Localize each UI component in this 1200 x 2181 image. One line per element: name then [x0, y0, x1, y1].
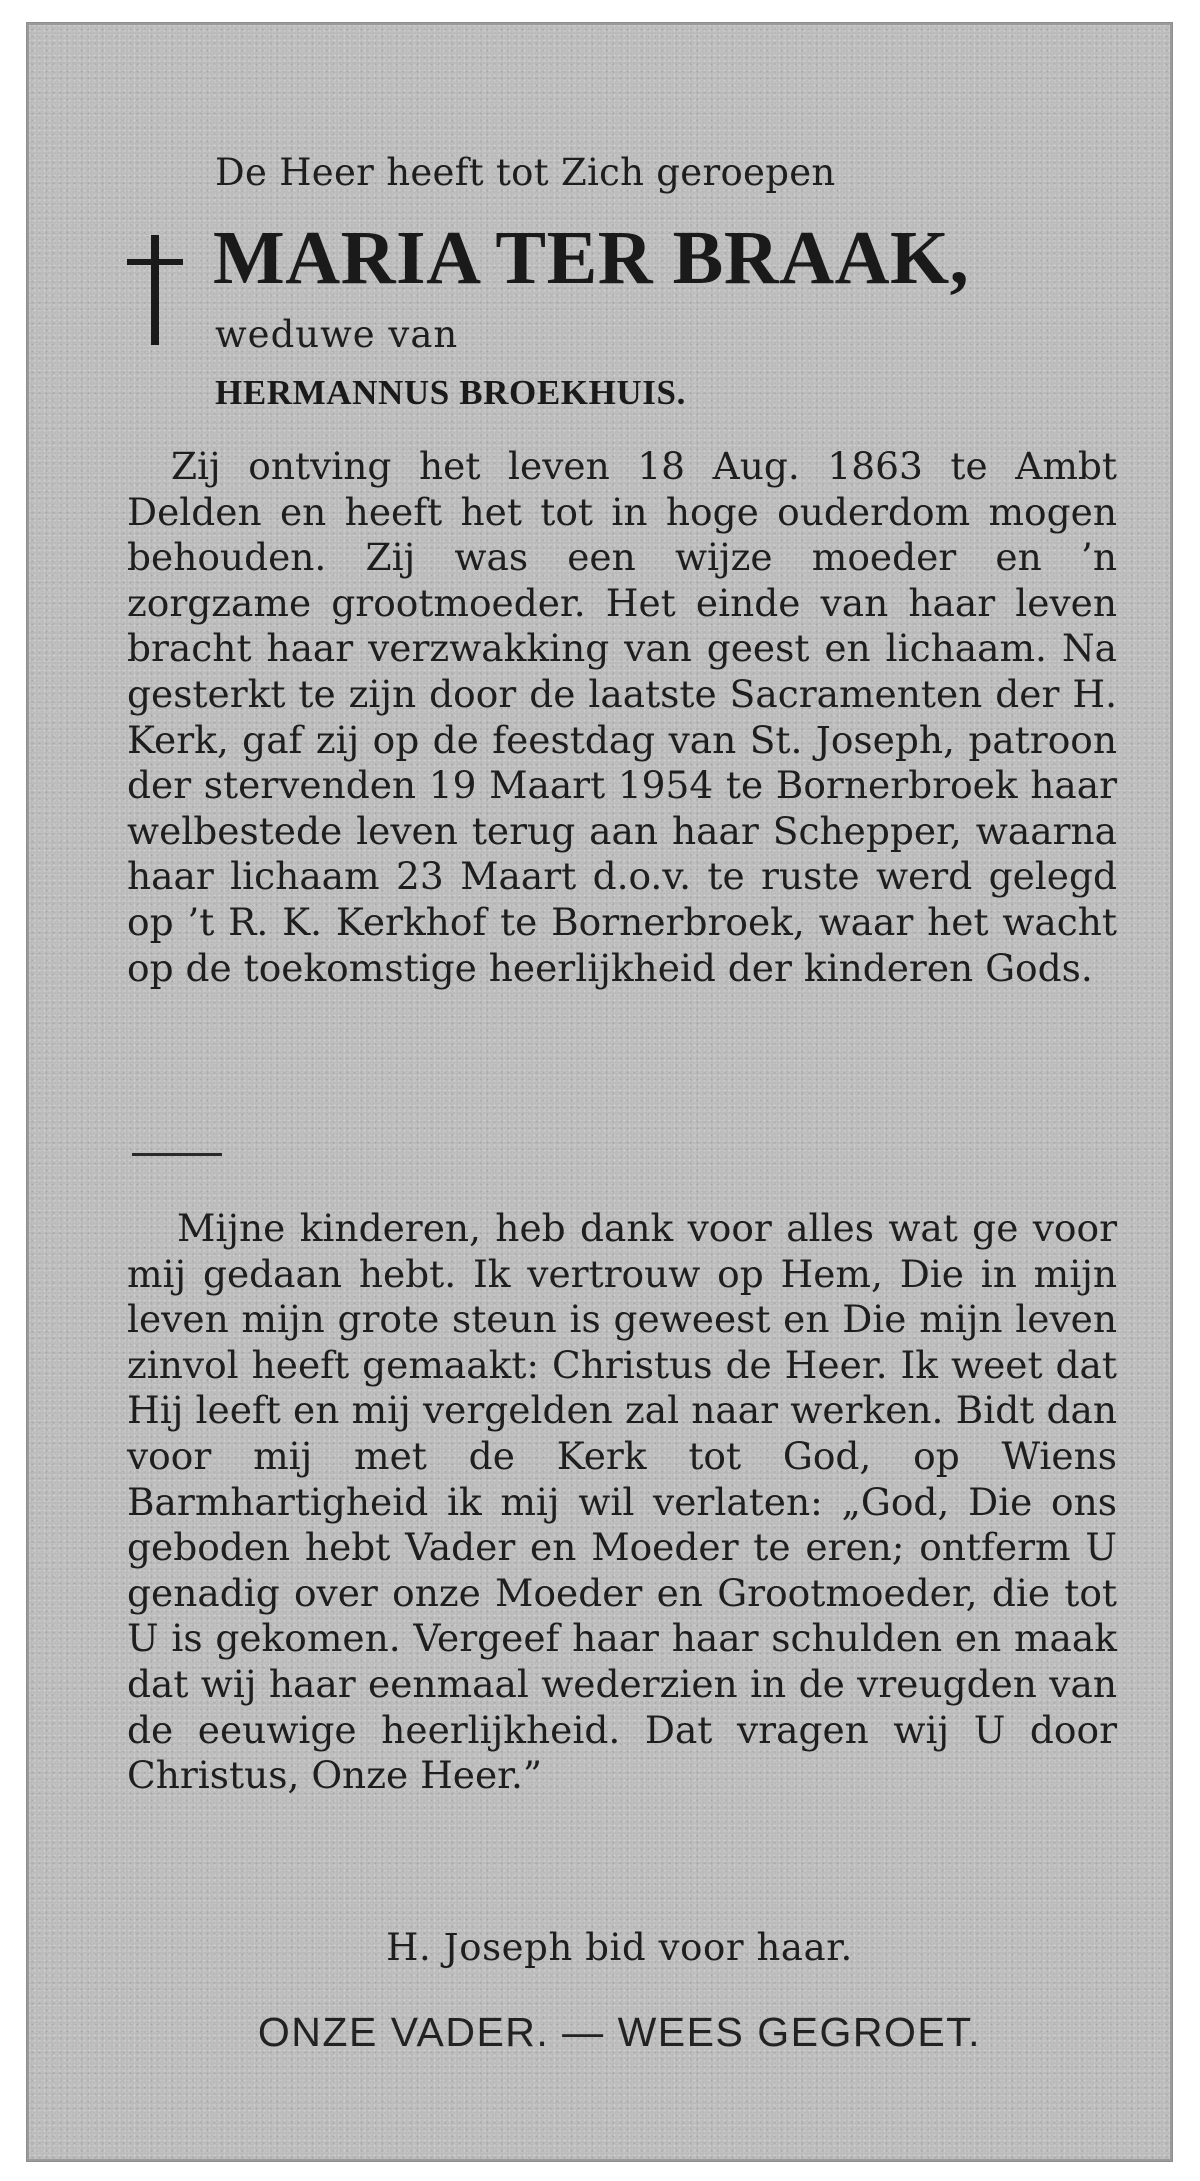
biography-paragraph: Zij ontving het leven 18 Aug. 1863 te Ambt Delden en heeft het tot in hoge ouderdom mogen behouden. Zij was een wijze moeder en ’n zorgzame grootmoeder. Het einde van haar leven bracht haar verzwakking van geest en lichaam. Na gesterkt te zijn door de laatste Sacramenten der H. Kerk, gaf zij op de feestdag van St. Joseph, patroon der stervenden 19 Maart 1954 te Bornerbroek haar welbestede leven terug aan haar Schepper, waarna haar lichaam 23 Maart d.o.v. te ruste werd gelegd op ’t R. K. Kerkhof te Bornerbroek, waar het wacht op de toekomstige heerlijkheid der kinderen Gods.	[127, 444, 1117, 990]
deceased-name: MARIA TER BRAAK,	[213, 216, 970, 300]
closing-prayers: ONZE VADER. — WEES GEGROET.	[257, 2009, 982, 2055]
husband-name: HERMANNUS BROEKHUIS.	[215, 373, 686, 412]
prayer-paragraph: Mijne kinderen, heb dank voor alles wat ge voor mij gedaan hebt. Ik vertrouw op Hem, Die in mijn leven mijn grote steun is geweest en Die mijn leven zinvol heeft gemaakt: Christus de Heer. Ik weet dat Hij leeft en mij vergelden zal naar werken. Bidt dan voor mij met de Kerk tot God, op Wiens Barmhartigheid ik mij wil verlaten: „God, Die ons geboden hebt Vader en Moeder te eren; ontferm U genadig over onze Moeder en Grootmoeder, die tot U is gekomen. Vergeef haar haar schulden en maak dat wij haar eenmaal wederzien in de vreugden van de eeuwige heerlijkheid. Dat vragen wij U door Christus, Onze Heer.”	[127, 1206, 1117, 1798]
relation-label: weduwe van	[215, 313, 459, 356]
section-divider	[132, 1153, 222, 1156]
cross-icon	[125, 235, 185, 345]
heading: De Heer heeft tot Zich geroepen	[215, 151, 836, 194]
memorial-card	[26, 22, 1173, 2162]
invocation-line: H. Joseph bid voor haar.	[386, 1926, 853, 1969]
